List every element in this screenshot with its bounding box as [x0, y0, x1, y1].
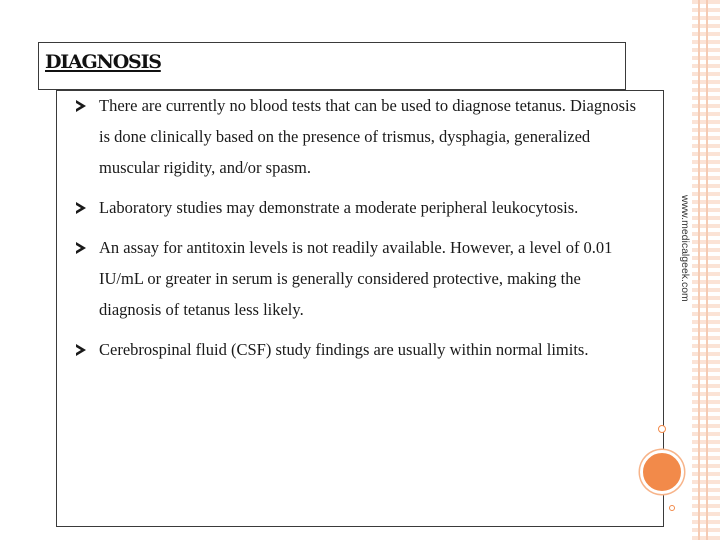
bullet-item	[76, 232, 646, 325]
orange-circle-icon	[640, 450, 684, 494]
bullet-text: Laboratory studies may demonstrate a moderate peripheral leukocytosis.	[99, 198, 579, 217]
arrow-bullet-icon	[76, 202, 86, 214]
bullet-list	[76, 90, 646, 374]
arrow-bullet-icon	[76, 344, 86, 356]
bullet-text: There are currently no blood tests that can be used to diagnose tetanus. Diagnosis is done clinically based on the presence of trismus, dysphagia, generalized muscular rigidity, and/or spasm.	[99, 96, 637, 177]
title-box	[38, 42, 626, 90]
bullet-item	[76, 334, 646, 365]
small-circle-icon	[658, 425, 666, 433]
tiny-circle-icon	[669, 505, 675, 511]
arrow-bullet-icon	[76, 242, 86, 254]
bullet-item	[76, 192, 646, 223]
arrow-bullet-icon	[76, 100, 86, 112]
bullet-text: An assay for antitoxin levels is not readily available. However, a level of 0.01 IU/mL or greater in serum is generally considered protective, making the diagnosis of tetanus less likely.	[99, 238, 613, 319]
decorative-stripe-band	[692, 0, 720, 540]
watermark-url: www.medicalgeek.com	[679, 195, 691, 302]
bullet-item	[76, 90, 646, 183]
bullet-text: Cerebrospinal fluid (CSF) study findings are usually within normal limits.	[99, 340, 589, 359]
slide-title: DIAGNOSIS	[45, 51, 161, 73]
